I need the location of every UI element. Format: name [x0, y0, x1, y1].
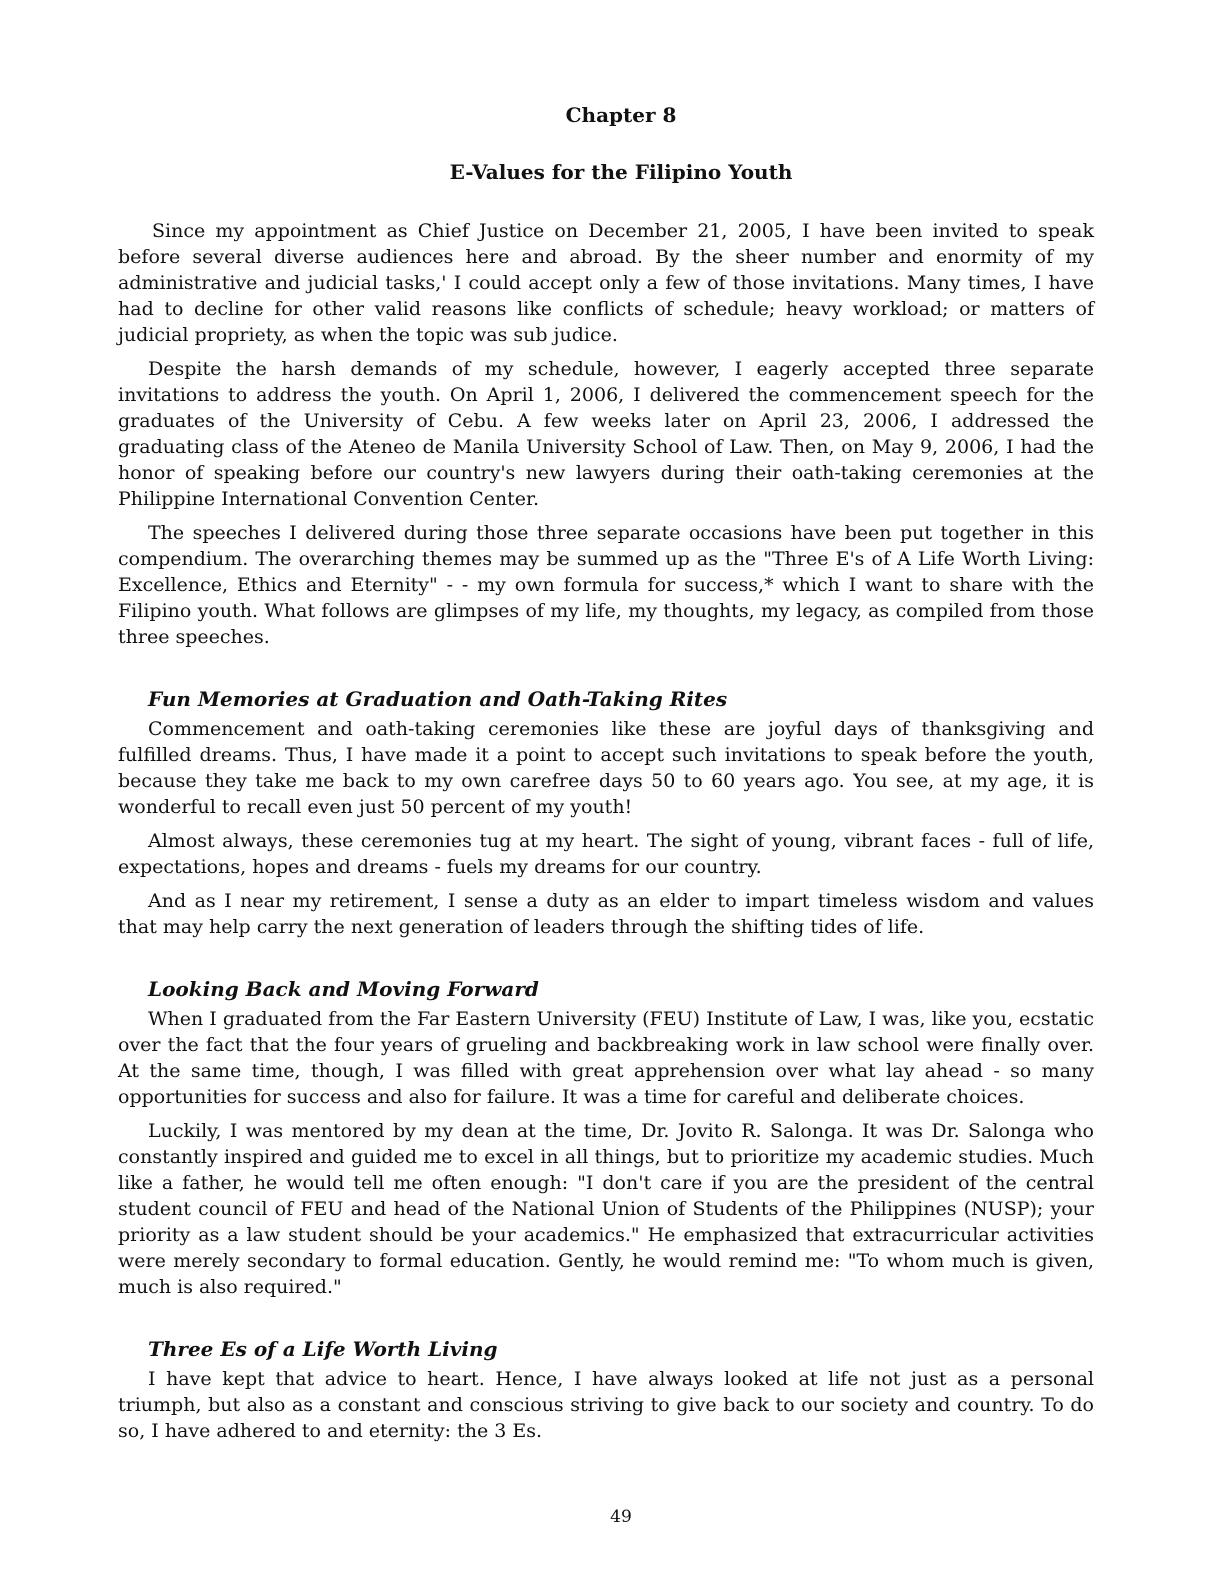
paragraph: When I graduated from the Far Eastern University (FEU) Institute of Law, I was, like you, ecstatic over the fact that the four years of grueling and backbreaking work in law school were finally over. At the same time, though, I was filled with great apprehension over what lay ahead - so many opportunities for success and also for failure. It was a time for careful and deliberate choices. — [118, 1008, 1094, 1108]
chapter-number: Chapter 8 — [565, 103, 677, 127]
section-heading: Three Es of a Life Worth Living — [148, 1337, 498, 1361]
chapter-title: E-Values for the Filipino Youth — [449, 160, 793, 184]
paragraph: Almost always, these ceremonies tug at my heart. The sight of young, vibrant faces - full of life, expectations, hopes and dreams - fuels my dreams for our country. — [118, 830, 1094, 878]
page-number: 49 — [610, 1507, 632, 1527]
document-page — [118, 0, 1094, 1584]
paragraph: Since my appointment as Chief Justice on December 21, 2005, I have been invited to speak before several diverse audiences here and abroad. By the sheer number and enormity of my administrative and judicial tasks,' I could accept only a few of those invitations. Many times, I have had to decline for other valid reasons like conflicts of schedule; heavy workload; or matters of judicial propriety, as when the topic was sub judice. — [118, 220, 1094, 346]
paragraph: Luckily, I was mentored by my dean at the time, Dr. Jovito R. Salonga. It was Dr. Salonga who constantly inspired and guided me to excel in all things, but to prioritize my academic studies. Much like a father, he would tell me often enough: "I don't care if you are the president of the central student council of FEU and head of the National Union of Students of the Philippines (NUSP); your priority as a law student should be your academics." He emphasized that extracurricular activities were merely secondary to formal education. Gently, he would remind me: "To whom much is given, much is also required." — [118, 1120, 1094, 1298]
section-heading: Looking Back and Moving Forward — [148, 977, 539, 1001]
paragraph: The speeches I delivered during those three separate occasions have been put together in this compendium. The overarching themes may be summed up as the "Three E's of A Life Worth Living: Excellence, Ethics and Eternity" - - my own formula for success,* which I want to share with the Filipino youth. What follows are glimpses of my life, my thoughts, my legacy, as compiled from those three speeches. — [118, 522, 1094, 648]
paragraph: And as I near my retirement, I sense a duty as an elder to impart timeless wisdom and values that may help carry the next generation of leaders through the shifting tides of life. — [118, 890, 1094, 938]
paragraph: I have kept that advice to heart. Hence, I have always looked at life not just as a personal triumph, but also as a constant and conscious striving to give back to our society and country. To do so, I have adhered to and eternity: the 3 Es. — [118, 1368, 1094, 1442]
paragraph: Despite the harsh demands of my schedule, however, I eagerly accepted three separate invitations to address the youth. On April 1, 2006, I delivered the commencement speech for the graduates of the University of Cebu. A few weeks later on April 23, 2006, I addressed the graduating class of the Ateneo de Manila University School of Law. Then, on May 9, 2006, I had the honor of speaking before our country's new lawyers during their oath-taking ceremonies at the Philippine International Convention Center. — [118, 358, 1094, 510]
body-text — [118, 218, 1094, 1452]
paragraph: Commencement and oath-taking ceremonies like these are joyful days of thanksgiving and fulfilled dreams. Thus, I have made it a point to accept such invitations to speak before the youth, because they take me back to my own carefree days 50 to 60 years ago. You see, at my age, it is wonderful to recall even just 50 percent of my youth! — [118, 718, 1094, 818]
section-heading: Fun Memories at Graduation and Oath-Taking Rites — [148, 687, 728, 711]
